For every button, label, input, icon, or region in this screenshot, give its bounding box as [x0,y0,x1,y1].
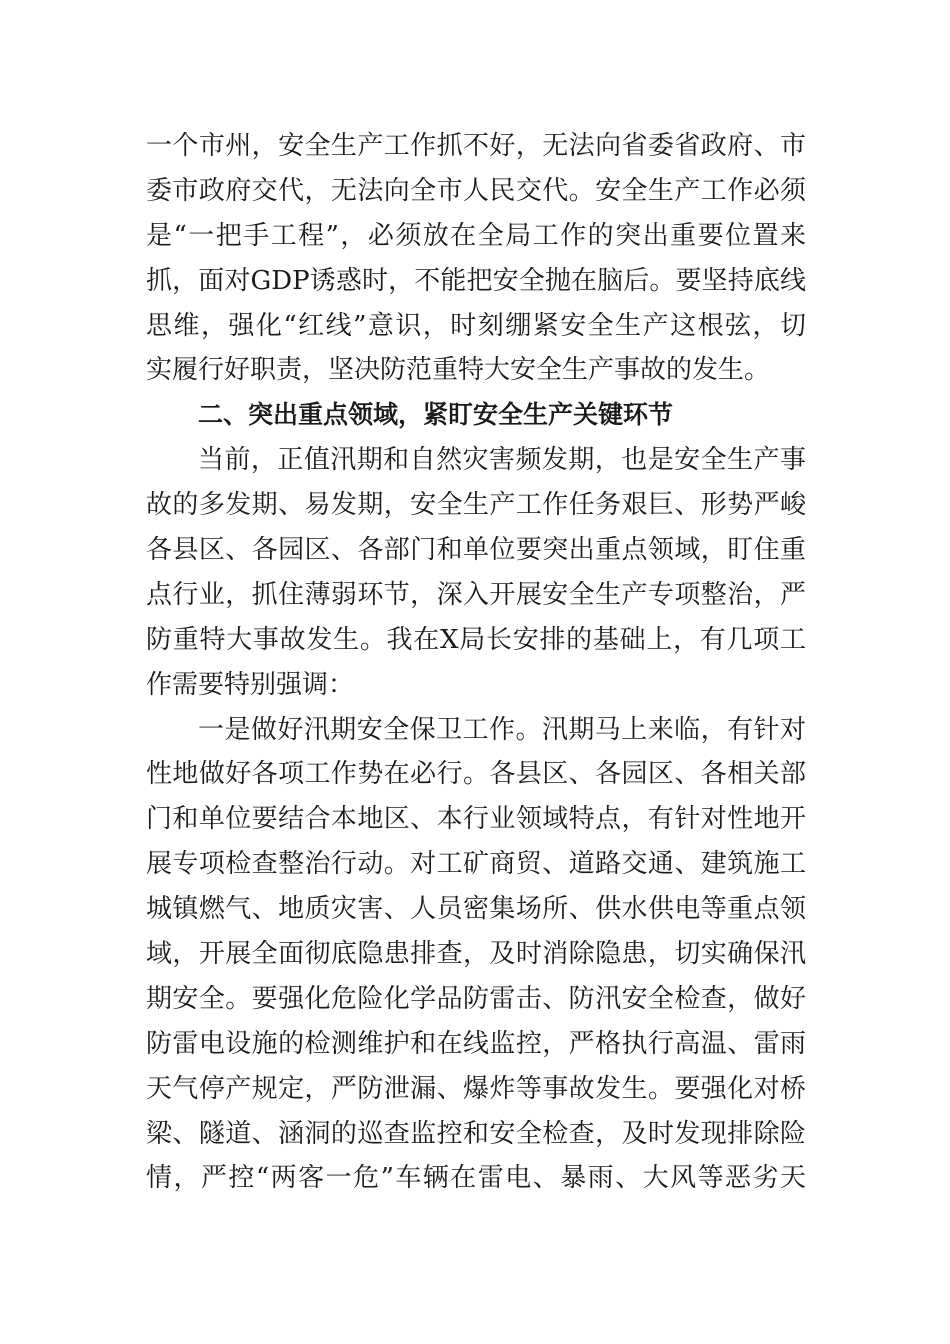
text-line: 展专项检查整治行动。对工矿商贸、道路交通、建筑施工 [146,849,806,880]
text-line: 一个市州，安全生产工作抓不好，无法向省委省政府、市 [146,131,806,161]
text-line: 作需要特别强调： [146,669,355,700]
text-line: 一是做好汛期安全保卫工作。汛期马上来临，有针对 [198,714,806,745]
text-line: 天气停产规定，严防泄漏、爆炸等事故发生。要强化对桥 [146,1073,806,1104]
text-line: 门和单位要结合本地区、本行业领域特点，有针对性地开 [146,804,806,835]
text-line: 当前，正值汛期和自然灾害频发期，也是安全生产事 [198,445,806,476]
text-line: 委市政府交代，无法向全市人民交代。安全生产工作必须 [146,175,806,206]
text-line: 思维，强化“红线”意识，时刻绷紧安全生产这根弦，切 [146,310,806,341]
text-line: 抓，面对GDP诱惑时，不能把安全抛在脑后。要坚持底线 [146,265,806,296]
text-line: 各县区、各园区、各部门和单位要突出重点领域，盯住重 [146,535,806,566]
text-line: 实履行好职责，坚决防范重特大安全生产事故的发生。 [146,355,771,386]
text-line: 防重特大事故发生。我在X局长安排的基础上，有几项工 [146,624,806,655]
text-line: 域，开展全面彻底隐患排查，及时消除隐患，切实确保汛 [146,939,806,970]
text-line: 城镇燃气、地质灾害、人员密集场所、供水供电等重点领 [146,894,806,925]
section-heading: 二、突出重点领域，紧盯安全生产关键环节 [198,400,674,430]
text-line: 是“一把手工程”，必须放在全局工作的突出重要位置来 [146,220,806,251]
text-line: 故的多发期、易发期，安全生产工作任务艰巨、形势严峻 [146,490,806,521]
text-line: 点行业，抓住薄弱环节，深入开展安全生产专项整治，严 [146,579,806,610]
document-body [146,124,806,1201]
text-line: 梁、隧道、涵洞的巡查监控和安全检查，及时发现排除险 [146,1118,806,1149]
text-line: 情，严控“两客一危”车辆在雷电、暴雨、大风等恶劣天 [146,1163,806,1194]
text-line: 性地做好各项工作势在必行。各县区、各园区、各相关部 [146,759,806,790]
text-line: 期安全。要强化危险化学品防雷击、防汛安全检查，做好 [146,983,806,1014]
text-line: 防雷电设施的检测维护和在线监控，严格执行高温、雷雨 [146,1028,806,1059]
